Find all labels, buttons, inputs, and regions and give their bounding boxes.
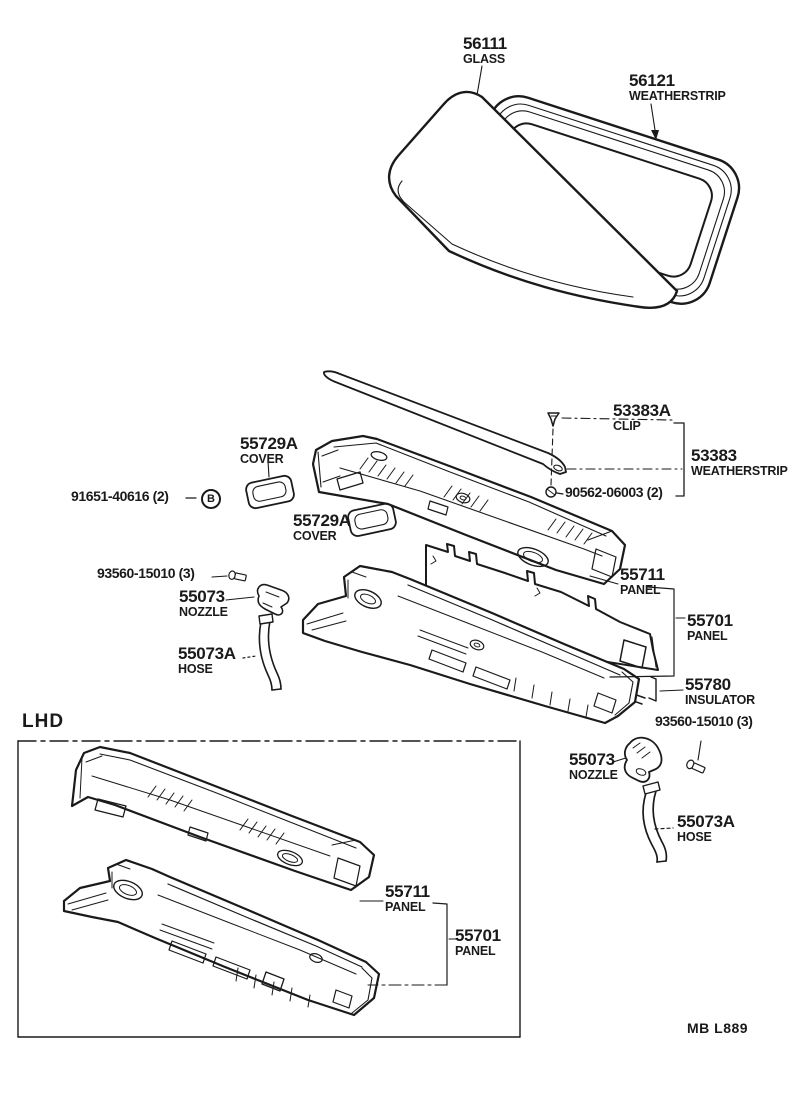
screw-90562-drawing <box>546 487 563 497</box>
part-desc: CLIP <box>613 419 641 434</box>
label-55701-panel-lhd <box>455 927 501 958</box>
part-number: 55701 <box>455 926 501 945</box>
part-desc: HOSE <box>677 830 712 845</box>
page-code-text: MB L889 <box>687 1020 749 1036</box>
part-number: 93560-15010 (3) <box>655 713 753 729</box>
part-number: 55711 <box>620 565 665 584</box>
label-93560-screw-right <box>655 714 753 729</box>
bolt-code-badge: B <box>201 489 221 509</box>
part-desc: WEATHERSTRIP <box>691 464 788 479</box>
part-desc: PANEL <box>620 583 661 598</box>
label-lhd <box>22 712 64 732</box>
part-number: 55729A <box>293 511 351 530</box>
bracket-55701-lhd <box>433 903 447 985</box>
page-code <box>687 1021 748 1036</box>
leader-55780 <box>660 690 683 691</box>
label-55780-insulator <box>685 676 755 707</box>
part-number: 56111 <box>463 34 507 53</box>
part-number: 55073 <box>179 587 225 606</box>
cover-lower-drawing <box>347 502 397 537</box>
label-55711-panel-lhd <box>385 883 430 914</box>
label-56121-weatherstrip <box>629 72 726 103</box>
part-number: 90562-06003 (2) <box>565 484 663 500</box>
screw-93560-right-drawing <box>685 759 705 775</box>
hose-left-drawing <box>259 614 281 690</box>
part-number: 55701 <box>687 611 733 630</box>
cover-upper-drawing <box>245 475 295 510</box>
nozzle-right-drawing <box>625 738 662 782</box>
part-desc: COVER <box>240 452 284 467</box>
part-desc: HOSE <box>178 662 213 677</box>
bracket-53383 <box>674 423 684 496</box>
label-93560-screw-left <box>97 566 195 581</box>
part-desc: PANEL <box>455 944 496 959</box>
part-number: 93560-15010 (3) <box>97 565 195 581</box>
part-desc: WEATHERSTRIP <box>629 89 726 104</box>
part-number: 55073A <box>677 812 735 831</box>
part-desc: NOZZLE <box>569 768 618 783</box>
label-55729a-cover-lower <box>293 512 351 543</box>
label-56111-glass <box>463 35 507 66</box>
label-55073-nozzle-right <box>569 751 618 782</box>
part-number: 55729A <box>240 434 298 453</box>
part-number: 53383 <box>691 446 737 465</box>
part-desc: COVER <box>293 529 337 544</box>
leader-56111 <box>477 66 482 95</box>
label-90562-screw <box>565 485 663 500</box>
label-55073a-hose-left <box>178 645 236 676</box>
part-desc: INSULATOR <box>685 693 755 708</box>
label-55701-panel-mid <box>687 612 733 643</box>
label-53383a-clip <box>613 402 671 433</box>
label-55073a-hose-right <box>677 813 735 844</box>
part-desc: PANEL <box>385 900 426 915</box>
part-number: 55073A <box>178 644 236 663</box>
hose-right-drawing <box>643 782 666 862</box>
region-label: LHD <box>22 711 65 732</box>
part-desc: NOZZLE <box>179 605 228 620</box>
label-53383-weatherstrip <box>691 447 788 478</box>
part-number: 53383A <box>613 401 671 420</box>
part-number: 55073 <box>569 750 615 769</box>
part-number: 55780 <box>685 675 731 694</box>
label-55711-panel-mid <box>620 566 665 597</box>
leader-56121 <box>651 104 659 140</box>
part-number: 55711 <box>385 882 430 901</box>
label-91651-bolt <box>71 489 169 504</box>
screw-93560-left-drawing <box>228 570 247 582</box>
label-55073-nozzle-left <box>179 588 228 619</box>
leader-55073-left <box>226 597 254 600</box>
part-number: 91651-40616 (2) <box>71 488 169 504</box>
leader-55073a-right <box>655 828 673 829</box>
leader-93560-right <box>698 741 701 760</box>
label-55729a-cover-upper <box>240 435 298 466</box>
leader-93560-left <box>212 576 227 577</box>
part-desc: GLASS <box>463 52 506 67</box>
part-desc: PANEL <box>687 629 728 644</box>
part-number: 56121 <box>629 71 675 90</box>
clip-drawing <box>548 413 559 426</box>
leader-55073a-left <box>243 656 256 658</box>
nozzle-left-drawing <box>258 585 289 615</box>
